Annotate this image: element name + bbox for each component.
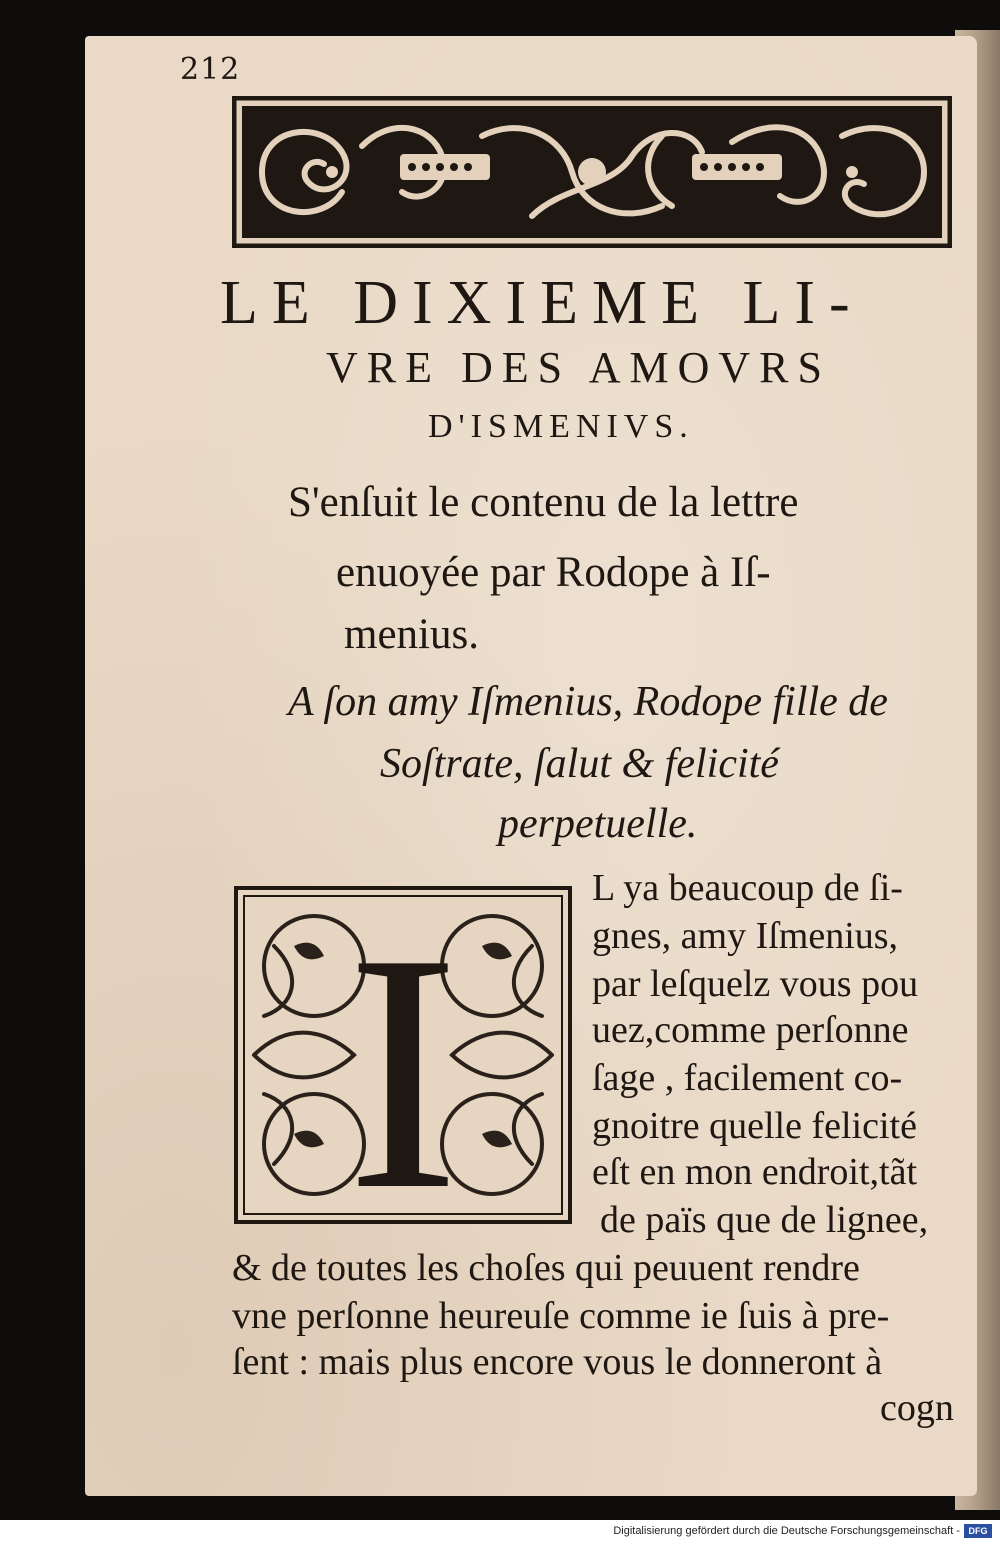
- drop-cap-letter: I: [346, 886, 460, 1224]
- body-line: uez,comme perſonne: [592, 1009, 909, 1051]
- chapter-title-line-3: D'ISMENIVS.: [428, 408, 694, 445]
- footer-bar: [0, 1520, 1000, 1544]
- page-number: 212: [180, 52, 241, 87]
- body-line: ſent : mais plus encore vous le donneront à: [232, 1341, 883, 1383]
- subtitle-line-1: S'enſuit le contenu de la lettre: [288, 479, 799, 526]
- funding-notice: Digitalisierung gefördert durch die Deutsche Forschungsgemeinschaft -: [613, 1525, 960, 1537]
- ornamental-drop-cap: [234, 886, 572, 1224]
- dfg-logo-icon: DFG: [964, 1524, 992, 1538]
- body-line: vne perſonne heureuſe comme ie ſuis à pre-: [232, 1295, 890, 1337]
- salutation-line-2: Soſtrate, ſalut & felicité: [380, 741, 779, 787]
- body-line: gnoitre quelle felicité: [592, 1105, 917, 1147]
- body-line: ſage , facilement co-: [592, 1057, 903, 1099]
- body-line: & de toutes les choſes qui peuuent rendre: [232, 1247, 860, 1289]
- body-line: gnes, amy Iſmenius,: [592, 915, 899, 957]
- body-line: L ya beaucoup de ſi-: [592, 867, 903, 909]
- chapter-title-line-1: LE DIXIEME LI-: [220, 269, 864, 337]
- body-line: eſt en mon endroit,tãt: [592, 1151, 918, 1193]
- salutation-line-1: A ſon amy Iſmenius, Rodope fille de: [288, 679, 888, 725]
- catchword: cogn: [880, 1387, 954, 1429]
- body-line: de païs que de lignee,: [600, 1199, 929, 1241]
- salutation-line-3: perpetuelle.: [498, 801, 698, 847]
- body-line: par leſquelz vous pou: [592, 963, 919, 1005]
- ornamental-headpiece-icon: [232, 96, 952, 248]
- chapter-title-line-2: VRE DES AMOVRS: [326, 343, 831, 392]
- subtitle-line-2: enuoyée par Rodope à Iſ-: [336, 549, 771, 596]
- subtitle-line-3: menius.: [344, 611, 479, 658]
